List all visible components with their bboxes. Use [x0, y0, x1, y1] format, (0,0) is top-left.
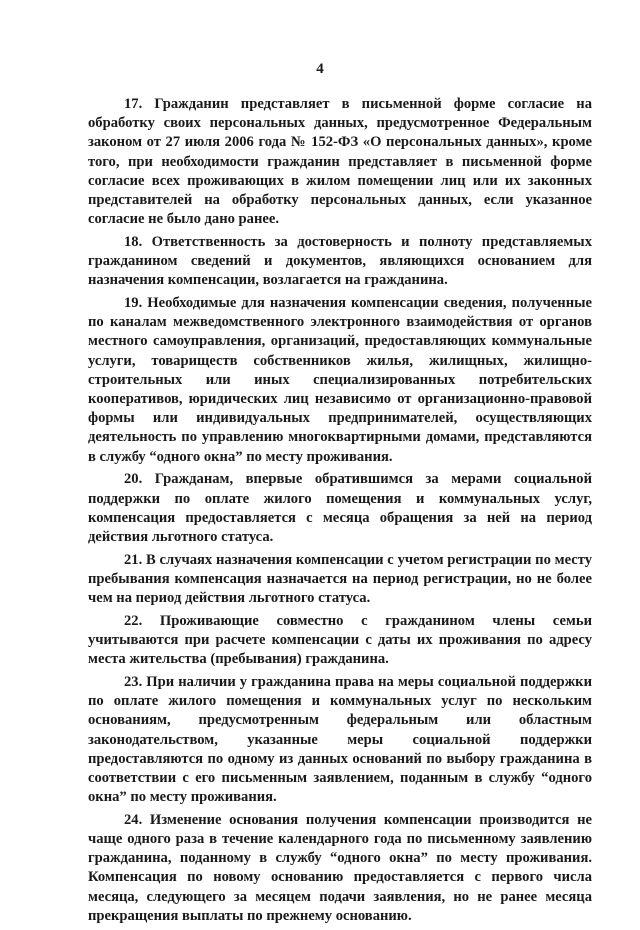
paragraph-23: 23. При наличии у гражданина права на меры социальной поддержки по оплате жилого помещения и коммунальных услуг по нескольким основаниям, предусмотренным федеральным или областным законодательством, указанные меры социальной поддержки предоставляются по одному из данных оснований по выбору гражданина в соответствии с его письменным заявлением, поданным в службу “одного окна” по месту проживания. — [88, 673, 592, 806]
paragraph-19: 19. Необходимые для назначения компенсации сведения, полученные по каналам межведомственного электронного взаимодействия от органов местного самоуправления, организаций, предоставляющих коммунальные услуги, товариществ собственников жилья, жилищных, жилищно-строительных или иных специализированных потребительских кооперативов, юридических лиц независимо от организационно-правовой формы или индивидуальных предпринимателей, осуществляющих деятельность по управлению многоквартирными домами, представляются в службу “одного окна” по месту проживания. — [88, 295, 592, 465]
paragraph-22: 22. Проживающие совместно с гражданином члены семьи учитываются при расчете компенсации с даты их проживания по адресу места жительства (пребывания) гражданина. — [88, 612, 592, 668]
document-body — [88, 95, 592, 930]
paragraph-24: 24. Изменение основания получения компенсации производится не чаще одного раза в течение календарного года по письменному заявлению гражданина, поданному в службу “одного окна” по месту проживания. Компенсация по новому основанию предоставляется с первого числа месяца, следующего за месяцем подачи заявления, но не ранее месяца прекращения выплаты по прежнему основанию. — [88, 811, 592, 924]
paragraph-21: 21. В случаях назначения компенсации с учетом регистрации по месту пребывания компенсация назначается на период регистрации, но не более чем на период действия льготного статуса. — [88, 551, 592, 607]
paragraph-20: 20. Гражданам, впервые обратившимся за мерами социальной поддержки по оплате жилого помещения и коммунальных услуг, компенсация предоставляется с месяца обращения за ней на период действия льготного статуса. — [88, 471, 592, 545]
paragraph-18: 18. Ответственность за достоверность и полноту представляемых гражданином сведений и документов, являющихся основанием для назначения компенсации, возлагается на гражданина. — [88, 233, 592, 289]
paragraph-17: 17. Гражданин представляет в письменной форме согласие на обработку своих персональных данных, предусмотренное Федеральным законом от 27 июля 2006 года № 152-ФЗ «О персональных данных», кроме того, при необходимости гражданин представляет в письменной форме согласие всех проживающих в жилом помещении лиц или их законных представителей на обработку персональных данных, если указанное согласие не было дано ранее. — [88, 96, 592, 228]
page-number: 4 — [316, 61, 324, 77]
